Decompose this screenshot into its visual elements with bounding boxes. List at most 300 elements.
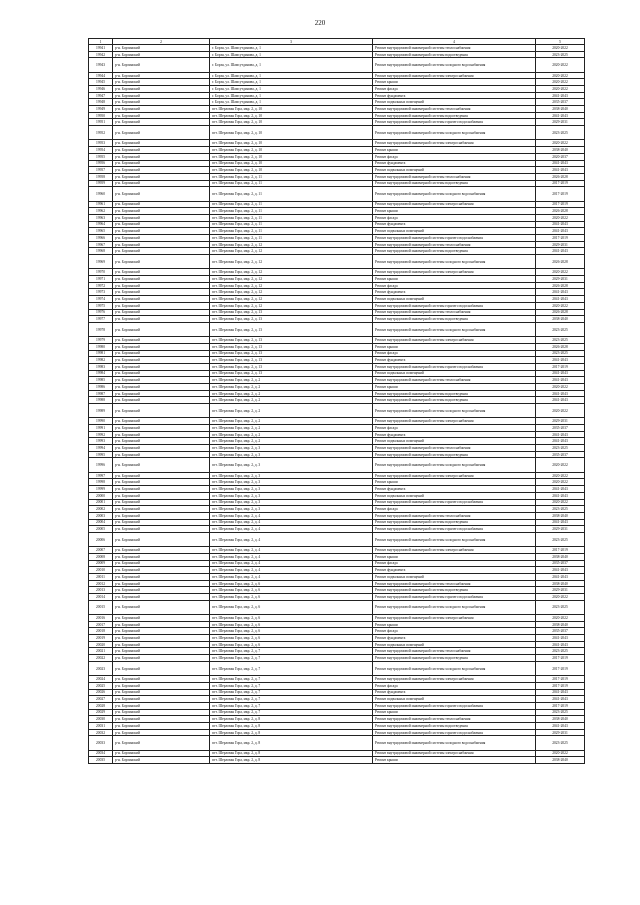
row-number: 19948: [89, 99, 113, 106]
table-row: [89, 757, 585, 764]
address-cell: пгт. Шерловая Гора, мкр. 2, д. 8: [210, 729, 373, 736]
district-cell: р-н. Борзинский: [113, 99, 210, 106]
period-cell: 2041-2043: [536, 519, 585, 526]
work-type-cell: Ремонт внутридомовой инженерной системы электроснабжения: [373, 472, 536, 479]
address-cell: пгт. Шерловая Гора, мкр. 2, д. 7: [210, 682, 373, 689]
district-cell: р-н. Борзинский: [113, 621, 210, 628]
period-cell: 2041-2043: [536, 397, 585, 404]
row-number: 20027: [89, 696, 113, 703]
table-row: [89, 458, 585, 472]
table-row: [89, 418, 585, 425]
period-cell: 2020-2022: [536, 615, 585, 622]
table-row: [89, 689, 585, 696]
row-number: 19999: [89, 486, 113, 493]
work-type-cell: Ремонт подвальных помещений: [373, 296, 536, 303]
row-number: 19996: [89, 458, 113, 472]
table-row: [89, 676, 585, 683]
address-cell: пгт. Шерловая Гора, мкр. 2, д. 12: [210, 269, 373, 276]
period-cell: 2023-2025: [536, 532, 585, 546]
work-type-cell: Ремонт внутридомовой инженерной системы электроснабжения: [373, 72, 536, 79]
work-type-cell: Ремонт крыши: [373, 553, 536, 560]
district-cell: р-н. Борзинский: [113, 655, 210, 662]
period-cell: 2017-2019: [536, 201, 585, 208]
table-row: [89, 187, 585, 201]
table-row: [89, 729, 585, 736]
row-number: 20026: [89, 689, 113, 696]
row-number: 19961: [89, 201, 113, 208]
district-cell: р-н. Борзинский: [113, 241, 210, 248]
table-row: [89, 147, 585, 154]
table-row: [89, 580, 585, 587]
period-cell: 2020-2022: [536, 269, 585, 276]
row-number: 20013: [89, 587, 113, 594]
row-number: 19998: [89, 479, 113, 486]
address-cell: пгт. Шерловая Гора, мкр. 2, д. 2: [210, 383, 373, 390]
table-row: [89, 153, 585, 160]
work-type-cell: Ремонт фасада: [373, 350, 536, 357]
row-number: 20029: [89, 709, 113, 716]
address-cell: пгт. Шерловая Гора, мкр. 2, д. 8: [210, 722, 373, 729]
period-cell: 2041-2043: [536, 92, 585, 99]
district-cell: р-н. Борзинский: [113, 615, 210, 622]
table-row: [89, 377, 585, 384]
work-type-cell: Ремонт крыши: [373, 343, 536, 350]
table-row: [89, 696, 585, 703]
table-row: [89, 302, 585, 309]
table-row: [89, 241, 585, 248]
address-cell: пгт. Шерловая Гора, мкр. 2, д. 10: [210, 160, 373, 167]
address-cell: пгт. Шерловая Гора, мкр. 2, д. 3: [210, 458, 373, 472]
row-number: 20019: [89, 635, 113, 642]
period-cell: 2020-2037: [536, 153, 585, 160]
address-cell: г. Борзя, ул. Шамсутдинова, д. 1: [210, 45, 373, 52]
district-cell: р-н. Борзинский: [113, 750, 210, 757]
work-type-cell: Ремонт фасада: [373, 628, 536, 635]
period-cell: 2029-2031: [536, 729, 585, 736]
row-number: 20015: [89, 600, 113, 614]
district-cell: р-н. Борзинский: [113, 648, 210, 655]
period-cell: 2041-2043: [536, 357, 585, 364]
row-number: 19971: [89, 276, 113, 283]
district-cell: р-н. Борзинский: [113, 383, 210, 390]
table-row: [89, 357, 585, 364]
district-cell: р-н. Борзинский: [113, 425, 210, 432]
period-cell: 2041-2043: [536, 167, 585, 174]
work-type-cell: Ремонт внутридомовой инженерной системы теплоснабжения: [373, 173, 536, 180]
work-type-cell: Ремонт внутридомовой инженерной системы теплоснабжения: [373, 377, 536, 384]
table-row: [89, 235, 585, 242]
district-cell: р-н. Борзинский: [113, 214, 210, 221]
table-row: [89, 282, 585, 289]
work-type-cell: Ремонт внутридомовой инженерной системы холодного водоснабжения: [373, 58, 536, 72]
row-number: 19942: [89, 51, 113, 58]
work-type-cell: Ремонт внутридомовой инженерной системы водоотведения: [373, 112, 536, 119]
table-row: [89, 594, 585, 601]
table-row: [89, 350, 585, 357]
period-cell: 2026-2028: [536, 309, 585, 316]
period-cell: 2041-2043: [536, 296, 585, 303]
row-number: 19972: [89, 282, 113, 289]
address-cell: пгт. Шерловая Гора, мкр. 2, д. 11: [210, 201, 373, 208]
work-type-cell: Ремонт фундамента: [373, 689, 536, 696]
address-cell: пгт. Шерловая Гора, мкр. 2, д. 11: [210, 235, 373, 242]
work-type-cell: Ремонт подвальных помещений: [373, 99, 536, 106]
work-type-cell: Ремонт внутридомовой инженерной системы горячего водоснабжения: [373, 526, 536, 533]
address-cell: пгт. Шерловая Гора, мкр. 2, д. 10: [210, 126, 373, 140]
work-type-cell: Ремонт внутридомовой инженерной системы водоотведения: [373, 51, 536, 58]
table-row: [89, 119, 585, 126]
district-cell: р-н. Борзинский: [113, 757, 210, 764]
period-cell: 2041-2043: [536, 390, 585, 397]
work-type-cell: Ремонт внутридомовой инженерной системы электроснабжения: [373, 615, 536, 622]
district-cell: р-н. Борзинский: [113, 51, 210, 58]
address-cell: пгт. Шерловая Гора, мкр. 2, д. 13: [210, 322, 373, 336]
address-cell: пгт. Шерловая Гора, мкр. 2, д. 6: [210, 594, 373, 601]
work-type-cell: Ремонт внутридомовой инженерной системы электроснабжения: [373, 140, 536, 147]
period-cell: 2023-2025: [536, 648, 585, 655]
district-cell: р-н. Борзинский: [113, 248, 210, 255]
district-cell: р-н. Борзинский: [113, 594, 210, 601]
address-cell: пгт. Шерловая Гора, мкр. 2, д. 2: [210, 418, 373, 425]
row-number: 19953: [89, 140, 113, 147]
table-row: [89, 526, 585, 533]
period-cell: 2038-2040: [536, 580, 585, 587]
table-row: [89, 92, 585, 99]
work-type-cell: Ремонт внутридомовой инженерной системы водоотведения: [373, 316, 536, 323]
row-number: 19992: [89, 431, 113, 438]
period-cell: 2020-2022: [536, 479, 585, 486]
address-cell: пгт. Шерловая Гора, мкр. 2, д. 12: [210, 276, 373, 283]
row-number: 19941: [89, 45, 113, 52]
district-cell: р-н. Борзинский: [113, 492, 210, 499]
row-number: 19994: [89, 445, 113, 452]
period-cell: 2035-2037: [536, 560, 585, 567]
address-cell: г. Борзя, ул. Шамсутдинова, д. 1: [210, 99, 373, 106]
address-cell: пгт. Шерловая Гора, мкр. 2, д. 8: [210, 757, 373, 764]
work-type-cell: Ремонт внутридомовой инженерной системы холодного водоснабжения: [373, 404, 536, 418]
address-cell: пгт. Шерловая Гора, мкр. 2, д. 4: [210, 532, 373, 546]
work-type-cell: Ремонт внутридомовой инженерной системы теплоснабжения: [373, 512, 536, 519]
address-cell: пгт. Шерловая Гора, мкр. 2, д. 4: [210, 519, 373, 526]
address-cell: пгт. Шерловая Гора, мкр. 2, д. 4: [210, 567, 373, 574]
district-cell: р-н. Борзинский: [113, 296, 210, 303]
address-cell: г. Борзя, ул. Шамсутдинова, д. 1: [210, 86, 373, 93]
table-row: [89, 160, 585, 167]
district-cell: р-н. Борзинский: [113, 106, 210, 113]
period-cell: 2041-2043: [536, 689, 585, 696]
period-cell: 2041-2043: [536, 289, 585, 296]
table-row: [89, 289, 585, 296]
period-cell: 2023-2025: [536, 322, 585, 336]
period-cell: 2035-2037: [536, 425, 585, 432]
address-cell: пгт. Шерловая Гора, мкр. 2, д. 8: [210, 736, 373, 750]
row-number: 20014: [89, 594, 113, 601]
district-cell: р-н. Борзинский: [113, 45, 210, 52]
table-row: [89, 587, 585, 594]
address-cell: пгт. Шерловая Гора, мкр. 2, д. 13: [210, 370, 373, 377]
work-type-cell: Ремонт фасада: [373, 282, 536, 289]
row-number: 19978: [89, 322, 113, 336]
row-number: 19975: [89, 302, 113, 309]
period-cell: 2023-2025: [536, 126, 585, 140]
period-cell: 2041-2043: [536, 431, 585, 438]
district-cell: р-н. Борзинский: [113, 187, 210, 201]
address-cell: пгт. Шерловая Гора, мкр. 2, д. 10: [210, 167, 373, 174]
period-cell: 2029-2031: [536, 276, 585, 283]
district-cell: р-н. Борзинский: [113, 337, 210, 344]
work-type-cell: Ремонт внутридомовой инженерной системы водоотведения: [373, 587, 536, 594]
work-type-cell: Ремонт фасада: [373, 506, 536, 513]
table-row: [89, 214, 585, 221]
work-type-cell: Ремонт крыши: [373, 479, 536, 486]
table-row: [89, 167, 585, 174]
row-number: 20023: [89, 661, 113, 675]
row-number: 19954: [89, 147, 113, 154]
address-cell: пгт. Шерловая Гора, мкр. 2, д. 7: [210, 661, 373, 675]
row-number: 19966: [89, 235, 113, 242]
table-row: [89, 140, 585, 147]
table-row: [89, 309, 585, 316]
district-cell: р-н. Борзинский: [113, 269, 210, 276]
work-type-cell: Ремонт фасада: [373, 425, 536, 432]
district-cell: р-н. Борзинский: [113, 235, 210, 242]
row-number: 19969: [89, 255, 113, 269]
row-number: 19963: [89, 214, 113, 221]
address-cell: пгт. Шерловая Гора, мкр. 2, д. 11: [210, 173, 373, 180]
district-cell: р-н. Борзинский: [113, 126, 210, 140]
work-type-cell: Ремонт фундамента: [373, 635, 536, 642]
table-row: [89, 486, 585, 493]
row-number: 19950: [89, 112, 113, 119]
period-cell: 2020-2022: [536, 58, 585, 72]
work-type-cell: Ремонт внутридомовой инженерной системы электроснабжения: [373, 337, 536, 344]
work-type-cell: Ремонт крыши: [373, 147, 536, 154]
table-row: [89, 615, 585, 622]
period-cell: 2020-2022: [536, 86, 585, 93]
address-cell: г. Борзя, ул. Шамсутдинова, д. 1: [210, 58, 373, 72]
row-number: 19943: [89, 58, 113, 72]
address-cell: пгт. Шерловая Гора, мкр. 2, д. 3: [210, 492, 373, 499]
work-type-cell: Ремонт фундамента: [373, 92, 536, 99]
column-header: 3: [210, 39, 373, 45]
period-cell: 2029-2031: [536, 418, 585, 425]
district-cell: р-н. Борзинский: [113, 112, 210, 119]
period-cell: 2041-2043: [536, 160, 585, 167]
row-number: 19991: [89, 425, 113, 432]
row-number: 19980: [89, 343, 113, 350]
row-number: 20028: [89, 702, 113, 709]
work-type-cell: Ремонт внутридомовой инженерной системы теплоснабжения: [373, 648, 536, 655]
table-row: [89, 560, 585, 567]
period-cell: 2029-2031: [536, 241, 585, 248]
address-cell: пгт. Шерловая Гора, мкр. 2, д. 2: [210, 431, 373, 438]
row-number: 20006: [89, 532, 113, 546]
work-type-cell: Ремонт фундамента: [373, 486, 536, 493]
period-cell: 2041-2043: [536, 641, 585, 648]
period-cell: 2023-2025: [536, 337, 585, 344]
row-number: 19945: [89, 79, 113, 86]
district-cell: р-н. Борзинский: [113, 255, 210, 269]
period-cell: 2023-2025: [536, 445, 585, 452]
district-cell: р-н. Борзинский: [113, 167, 210, 174]
period-cell: 2017-2019: [536, 682, 585, 689]
work-type-cell: Ремонт внутридомовой инженерной системы горячего водоснабжения: [373, 119, 536, 126]
table-row: [89, 512, 585, 519]
district-cell: р-н. Борзинский: [113, 309, 210, 316]
district-cell: р-н. Борзинский: [113, 397, 210, 404]
table-row: [89, 722, 585, 729]
district-cell: р-н. Борзинский: [113, 676, 210, 683]
district-cell: р-н. Борзинский: [113, 519, 210, 526]
work-type-cell: Ремонт подвальных помещений: [373, 641, 536, 648]
row-number: 20012: [89, 580, 113, 587]
table-row: [89, 58, 585, 72]
work-type-cell: Ремонт внутридомовой инженерной системы холодного водоснабжения: [373, 126, 536, 140]
work-type-cell: Ремонт фасада: [373, 560, 536, 567]
address-cell: пгт. Шерловая Гора, мкр. 2, д. 6: [210, 600, 373, 614]
period-cell: 2041-2043: [536, 486, 585, 493]
period-cell: 2017-2019: [536, 187, 585, 201]
period-cell: 2020-2022: [536, 302, 585, 309]
address-cell: г. Борзя, ул. Шамсутдинова, д. 1: [210, 79, 373, 86]
row-number: 19995: [89, 451, 113, 458]
address-cell: пгт. Шерловая Гора, мкр. 2, д. 2: [210, 377, 373, 384]
table-row: [89, 316, 585, 323]
period-cell: 2017-2019: [536, 661, 585, 675]
address-cell: пгт. Шерловая Гора, мкр. 2, д. 4: [210, 553, 373, 560]
work-type-cell: Ремонт внутридомовой инженерной системы горячего водоснабжения: [373, 499, 536, 506]
district-cell: р-н. Борзинский: [113, 302, 210, 309]
district-cell: р-н. Борзинский: [113, 472, 210, 479]
address-cell: пгт. Шерловая Гора, мкр. 2, д. 13: [210, 343, 373, 350]
table-row: [89, 45, 585, 52]
work-type-cell: Ремонт внутридомовой инженерной системы теплоснабжения: [373, 580, 536, 587]
period-cell: 2038-2040: [536, 716, 585, 723]
work-type-cell: Ремонт внутридомовой инженерной системы горячего водоснабжения: [373, 729, 536, 736]
row-number: 19983: [89, 363, 113, 370]
row-number: 20016: [89, 615, 113, 622]
address-cell: пгт. Шерловая Гора, мкр. 2, д. 7: [210, 709, 373, 716]
period-cell: 2020-2022: [536, 404, 585, 418]
address-cell: пгт. Шерловая Гора, мкр. 2, д. 3: [210, 451, 373, 458]
period-cell: 2026-2028: [536, 173, 585, 180]
row-number: 19988: [89, 397, 113, 404]
district-cell: р-н. Борзинский: [113, 722, 210, 729]
work-type-cell: Ремонт внутридомовой инженерной системы водоотведения: [373, 180, 536, 187]
district-cell: р-н. Борзинский: [113, 282, 210, 289]
row-number: 19957: [89, 167, 113, 174]
table-body: [89, 45, 585, 764]
district-cell: р-н. Борзинский: [113, 180, 210, 187]
table-row: [89, 173, 585, 180]
address-cell: пгт. Шерловая Гора, мкр. 2, д. 10: [210, 106, 373, 113]
table-row: [89, 99, 585, 106]
address-cell: пгт. Шерловая Гора, мкр. 2, д. 4: [210, 560, 373, 567]
table-row: [89, 750, 585, 757]
period-cell: 2041-2043: [536, 248, 585, 255]
table-row: [89, 72, 585, 79]
address-cell: пгт. Шерловая Гора, мкр. 2, д. 11: [210, 187, 373, 201]
district-cell: р-н. Борзинский: [113, 600, 210, 614]
period-cell: 2038-2040: [536, 106, 585, 113]
table-row: [89, 661, 585, 675]
row-number: 20020: [89, 641, 113, 648]
table-row: [89, 553, 585, 560]
table-row: [89, 709, 585, 716]
period-cell: 2017-2019: [536, 180, 585, 187]
district-cell: р-н. Борзинский: [113, 363, 210, 370]
district-cell: р-н. Борзинский: [113, 574, 210, 581]
address-cell: пгт. Шерловая Гора, мкр. 2, д. 2: [210, 438, 373, 445]
table-row: [89, 736, 585, 750]
address-cell: пгт. Шерловая Гора, мкр. 2, д. 11: [210, 208, 373, 215]
district-cell: р-н. Борзинский: [113, 201, 210, 208]
address-cell: пгт. Шерловая Гора, мкр. 2, д. 13: [210, 309, 373, 316]
address-cell: пгт. Шерловая Гора, мкр. 2, д. 2: [210, 425, 373, 432]
period-cell: 2041-2043: [536, 370, 585, 377]
address-cell: пгт. Шерловая Гора, мкр. 2, д. 10: [210, 153, 373, 160]
row-number: 19944: [89, 72, 113, 79]
address-cell: пгт. Шерловая Гора, мкр. 2, д. 11: [210, 221, 373, 228]
address-cell: пгт. Шерловая Гора, мкр. 2, д. 12: [210, 241, 373, 248]
district-cell: р-н. Борзинский: [113, 350, 210, 357]
row-number: 19982: [89, 357, 113, 364]
row-number: 20035: [89, 757, 113, 764]
work-type-cell: Ремонт фасада: [373, 682, 536, 689]
district-cell: р-н. Борзинский: [113, 702, 210, 709]
table-row: [89, 702, 585, 709]
row-number: 19959: [89, 180, 113, 187]
row-number: 19976: [89, 309, 113, 316]
work-type-cell: Ремонт внутридомовой инженерной системы горячего водоснабжения: [373, 363, 536, 370]
table-row: [89, 600, 585, 614]
work-type-cell: Ремонт фасада: [373, 214, 536, 221]
table-row: [89, 248, 585, 255]
work-type-cell: Ремонт крыши: [373, 276, 536, 283]
district-cell: р-н. Борзинский: [113, 390, 210, 397]
address-cell: пгт. Шерловая Гора, мкр. 2, д. 13: [210, 363, 373, 370]
work-type-cell: Ремонт фундамента: [373, 221, 536, 228]
district-cell: р-н. Борзинский: [113, 479, 210, 486]
row-number: 19984: [89, 370, 113, 377]
work-type-cell: Ремонт внутридомовой инженерной системы водоотведения: [373, 248, 536, 255]
row-number: 20017: [89, 621, 113, 628]
row-number: 20031: [89, 722, 113, 729]
district-cell: р-н. Борзинский: [113, 445, 210, 452]
row-number: 19964: [89, 221, 113, 228]
period-cell: 2029-2031: [536, 119, 585, 126]
row-number: 19990: [89, 418, 113, 425]
table-row: [89, 445, 585, 452]
address-cell: пгт. Шерловая Гора, мкр. 2, д. 12: [210, 248, 373, 255]
work-type-cell: Ремонт крыши: [373, 757, 536, 764]
table-row: [89, 574, 585, 581]
work-type-cell: Ремонт внутридомовой инженерной системы электроснабжения: [373, 418, 536, 425]
district-cell: р-н. Борзинский: [113, 418, 210, 425]
work-type-cell: Ремонт крыши: [373, 383, 536, 390]
period-cell: 2041-2043: [536, 696, 585, 703]
work-type-cell: Ремонт внутридомовой инженерной системы горячего водоснабжения: [373, 235, 536, 242]
row-number: 19949: [89, 106, 113, 113]
row-number: 20000: [89, 492, 113, 499]
address-cell: пгт. Шерловая Гора, мкр. 2, д. 4: [210, 547, 373, 554]
period-cell: 2017-2019: [536, 702, 585, 709]
row-number: 20032: [89, 729, 113, 736]
period-cell: 2029-2031: [536, 587, 585, 594]
work-type-cell: Ремонт внутридомовой инженерной системы электроснабжения: [373, 750, 536, 757]
work-type-cell: Ремонт внутридомовой инженерной системы водоотведения: [373, 655, 536, 662]
period-cell: 2020-2022: [536, 499, 585, 506]
